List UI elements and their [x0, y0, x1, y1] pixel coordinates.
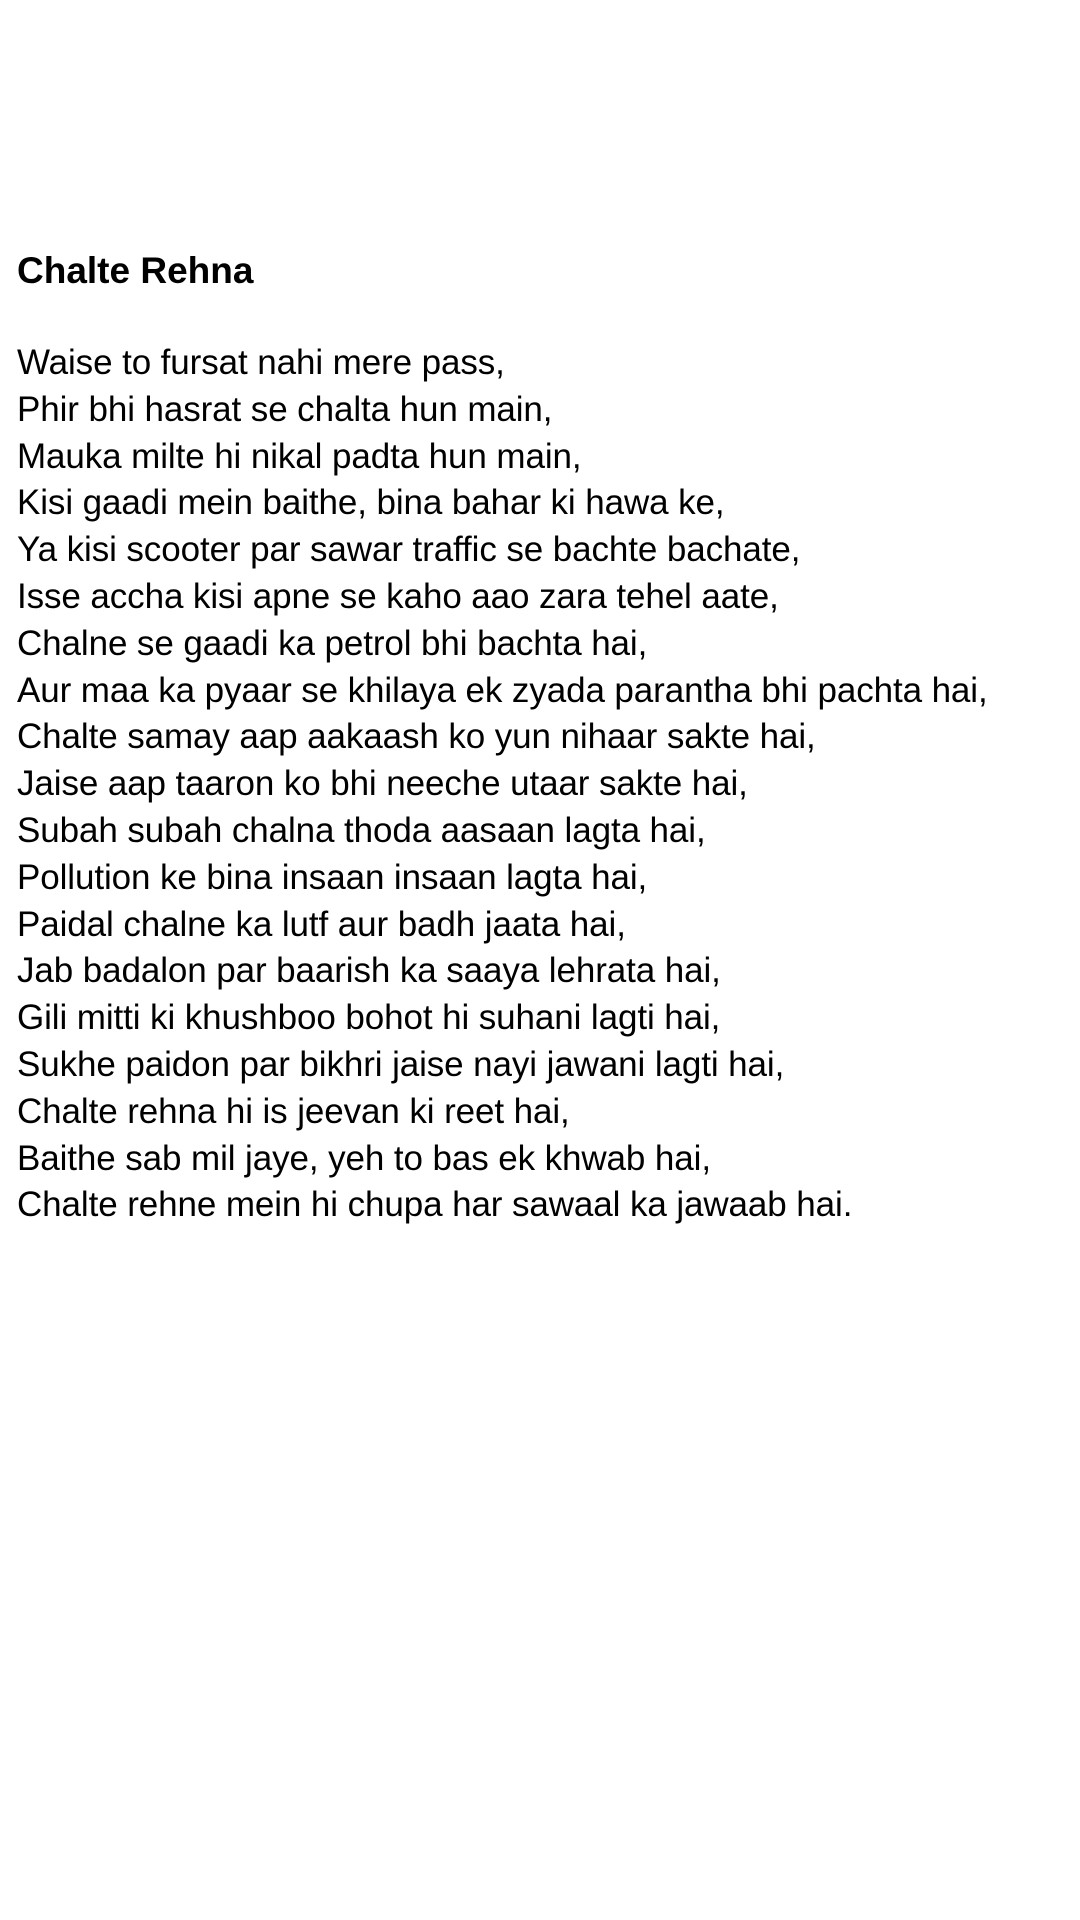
poem-line: Subah subah chalna thoda aasaan lagta hai, — [17, 810, 706, 850]
poem-line: Phir bhi hasrat se chalta hun main, — [17, 389, 553, 429]
poem-line: Pollution ke bina insaan insaan lagta hai, — [17, 857, 648, 897]
poem-line: Jaise aap taaron ko bhi neeche utaar sakte hai, — [17, 764, 748, 804]
poem-line: Baithe sab mil jaye, yeh to bas ek khwab hai, — [17, 1138, 711, 1178]
poem-line: Chalte rehna hi is jeevan ki reet hai, — [17, 1091, 570, 1131]
poem-line: Aur maa ka pyaar se khilaya ek zyada parantha bhi pachta hai, — [17, 670, 988, 710]
poem-line: Chalte samay aap aakaash ko yun nihaar sakte hai, — [17, 717, 816, 757]
poem-line: Ya kisi scooter par sawar traffic se bachte bachate, — [17, 530, 801, 570]
poem-line: Chalne se gaadi ka petrol bhi bachta hai, — [17, 623, 648, 663]
poem-line: Mauka milte hi nikal padta hun main, — [17, 436, 582, 476]
poem-line: Sukhe paidon par bikhri jaise nayi jawani lagti hai, — [17, 1044, 785, 1084]
poem-line: Isse accha kisi apne se kaho aao zara tehel aate, — [17, 576, 779, 616]
poem-line: Chalte rehne mein hi chupa har sawaal ka jawaab hai. — [17, 1185, 853, 1225]
poem-body — [17, 340, 988, 1229]
poem-line: Kisi gaadi mein baithe, bina bahar ki hawa ke, — [17, 483, 725, 523]
poem-line: Paidal chalne ka lutf aur badh jaata hai, — [17, 904, 626, 944]
poem-document — [17, 247, 1077, 1225]
poem-line: Waise to fursat nahi mere pass, — [17, 343, 505, 382]
poem-line: Gili mitti ki khushboo bohot hi suhani lagti hai, — [17, 998, 721, 1038]
poem-title: Chalte Rehna — [17, 250, 254, 291]
poem-line: Jab badalon par baarish ka saaya lehrata hai, — [17, 951, 721, 991]
